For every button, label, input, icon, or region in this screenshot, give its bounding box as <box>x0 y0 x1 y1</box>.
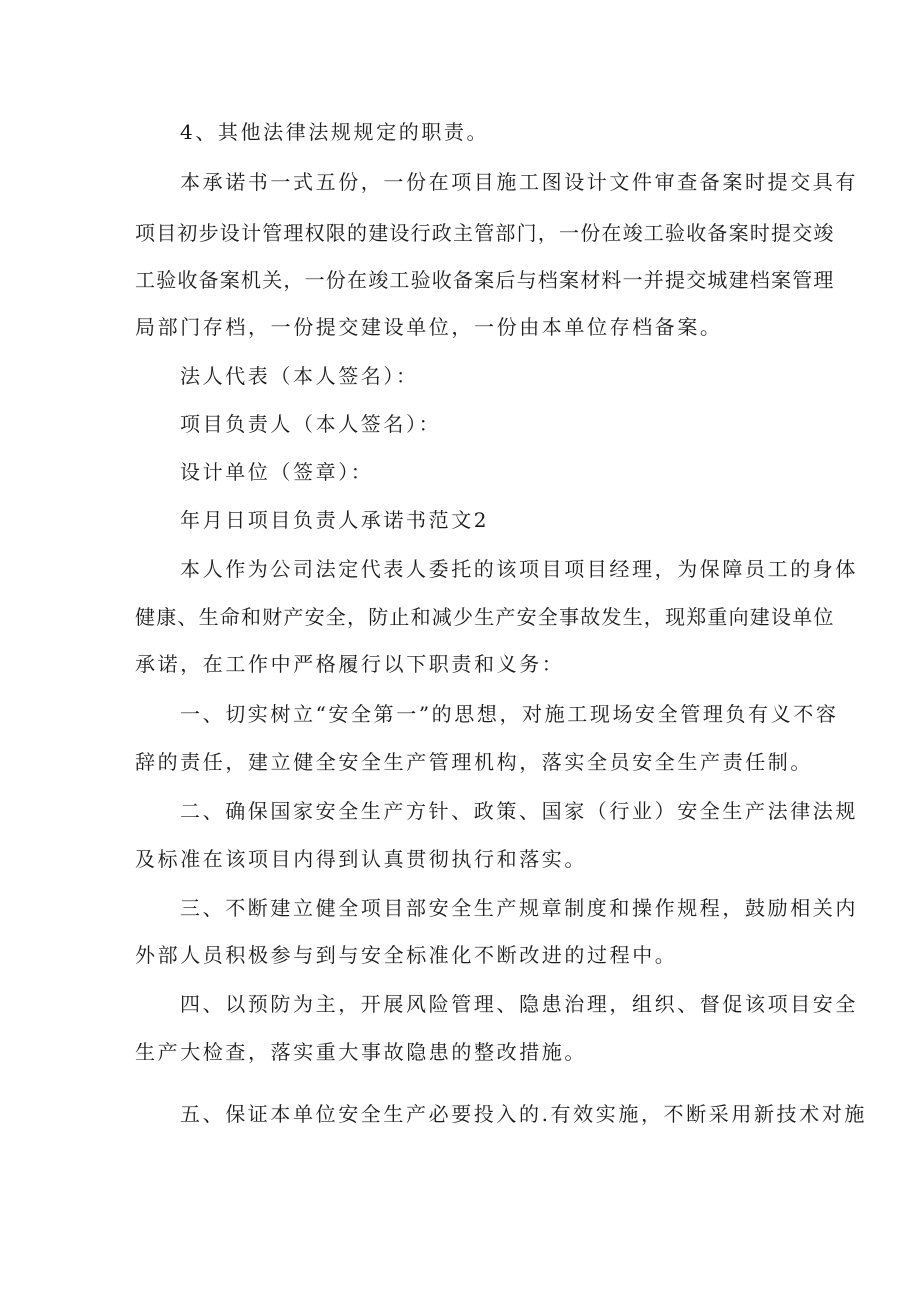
text-line: 4、其他法律法规规定的职责。 <box>180 120 490 144</box>
text-line: 辞的责任，建立健全安全生产管理机构，落实全员安全生产责任制。 <box>135 750 813 774</box>
text-line: 项目初步设计管理权限的建设行政主管部门，一份在竣工验收备案时提交竣 <box>135 221 835 245</box>
text-line: 及标准在该项目内得到认真贯彻执行和落实。 <box>135 847 587 871</box>
text-line: 设计单位（签章）： <box>180 460 374 484</box>
text-line: 生产大检查，落实重大事故隐患的整改措施。 <box>135 1040 587 1064</box>
text-line: 一、切实树立“安全第一”的思想，对施工现场安全管理负有义不容 <box>180 702 839 726</box>
text-line: 承诺，在工作中严格履行以下职责和义务： <box>135 652 565 676</box>
text-line: 项目负责人（本人签名）： <box>180 412 442 436</box>
text-line: 法人代表（本人签名）： <box>180 364 419 388</box>
text-line: 工验收备案机关，一份在竣工验收备案后与档案材料一并提交城建档案管理 <box>135 268 835 292</box>
text-line: 二、确保国家安全生产方针、政策、国家（行业）安全生产法律法规 <box>180 799 858 823</box>
text-line: 三、不断建立健全项目部安全生产规章制度和操作规程，鼓励相关内 <box>180 896 858 920</box>
text-line: 外部人员积极参与到与安全标准化不断改进的过程中。 <box>135 943 678 967</box>
text-line: 局部门存档，一份提交建设单位，一份由本单位存档备案。 <box>135 315 723 339</box>
section-title: 年月日项目负责人承诺书范文2 <box>180 508 490 532</box>
text-line: 健康、生命和财产安全，防止和减少生产安全事故发生，现郑重向建设单位 <box>135 605 835 629</box>
text-line: 本人作为公司法定代表人委托的该项目项目经理，为保障员工的身体 <box>180 557 858 581</box>
text-line: 四、以预防为主，开展风险管理、隐患治理，组织、督促该项目安全 <box>180 992 858 1016</box>
text-line: 五、保证本单位安全生产必要投入的.有效实施，不断采用新技术对施 <box>180 1102 867 1126</box>
text-line: 本承诺书一式五份，一份在项目施工图设计文件审查备案时提交具有 <box>180 170 858 194</box>
